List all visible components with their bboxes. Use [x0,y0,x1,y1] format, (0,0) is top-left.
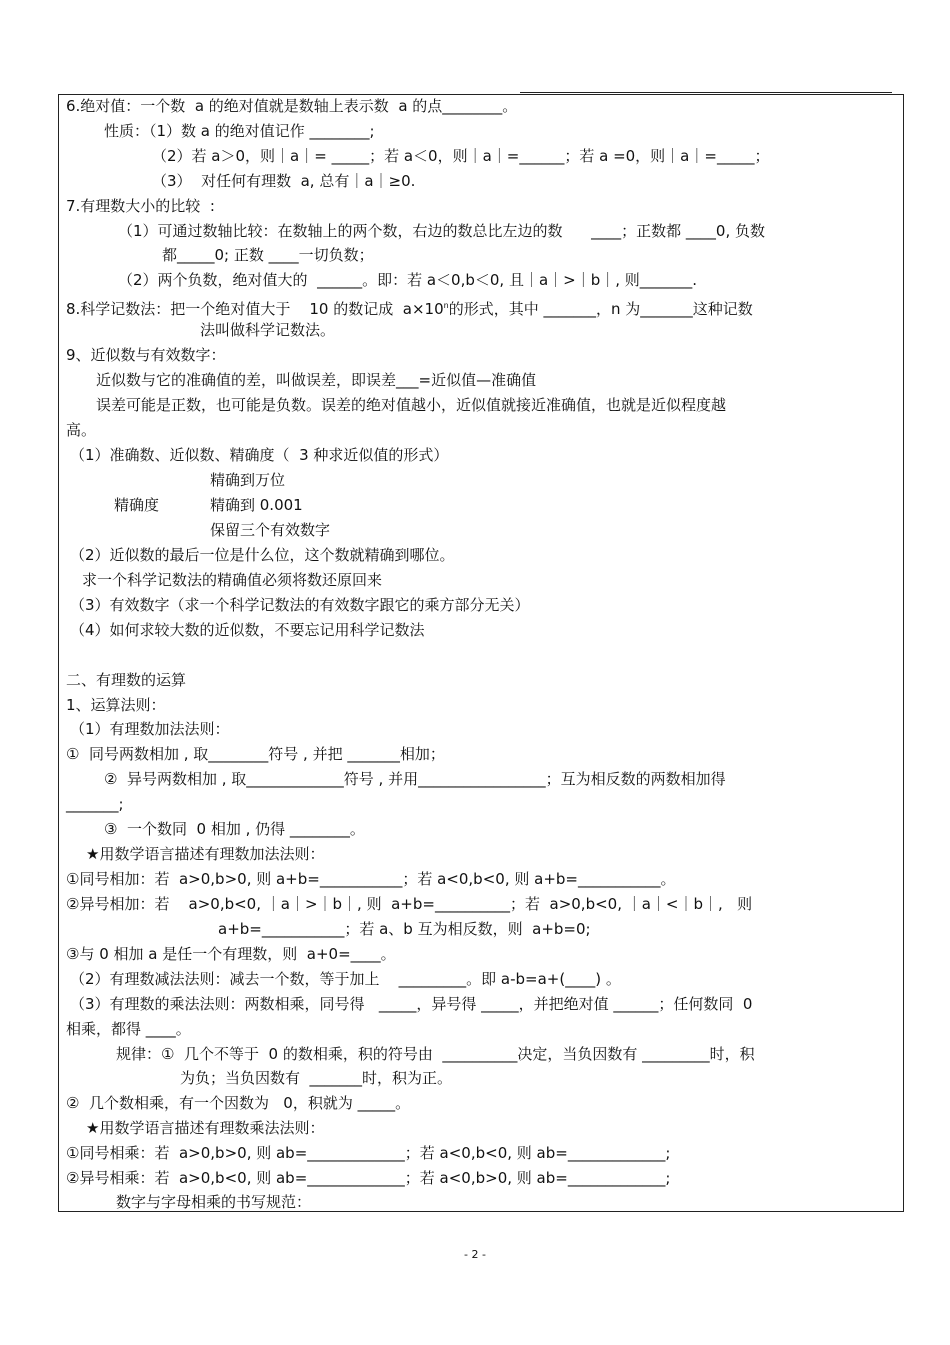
text-line: 为负；当负因数有 _______时，积为正。 [180,1069,453,1087]
text-line: _______; [66,795,124,813]
page-number: - 2 - [464,1248,486,1261]
text-line: （3） 对任何有理数 a, 总有｜a｜≥0. [152,172,416,190]
text-line: （2）两个负数，绝对值大的 ______。即：若 a＜0,b＜0, 且｜a｜>｜b｜, 则_______. [118,271,698,289]
text-line: （3）有理数的乘法法则：两数相乘，同号得 _____，异号得 _____，并把绝对值 ______；任何数同 0 [70,995,753,1013]
text-line: ② 异号两数相加 , 取_____________符号 , 并用_________________；互为相反数的两数相加得 [104,770,726,788]
text-line: ① 同号两数相加 , 取________符号 , 并把 _______相加； [66,745,445,763]
text-line: （2）有理数减法法则：减去一个数，等于加上 _________。即 a-b=a+(____) 。 [70,970,621,988]
text-line [66,296,753,319]
text-line: （2）若 a＞0，则｜a｜= _____；若 a＜0，则｜a｜=______；若 a =0，则｜a｜=_____； [152,147,770,165]
top-rule [520,92,892,93]
text-line: 7.有理数大小的比较 : [66,197,215,215]
text-line: 性质：（1）数 a 的绝对值记作 ________; [104,122,375,140]
sci-notation-text: 8.科学记数法：把一个绝对值大于 10 的数记成 a×10 [66,300,444,318]
text-line: 精确度 [114,496,160,514]
text-line: ③ 一个数同 0 相加 , 仍得 ________。 [104,820,365,838]
text-line: 求一个科学记数法的精确值必须将数还原回来 [82,571,383,589]
text-line: ②异号相乘：若 a>0,b<0, 则 ab=_____________；若 a<0,b>0, 则 ab=_____________; [66,1169,671,1187]
text-line: 6.绝对值：一个数 a 的绝对值就是数轴上表示数 a 的点________。 [66,97,518,115]
text-line: 法叫做科学记数法。 [200,321,336,339]
text-line: 近似数与它的准确值的差，叫做误差，即误差___=近似值—准确值 [96,371,537,389]
text-line: ★用数学语言描述有理数加法法则： [86,845,325,863]
text-line: ③与 0 相加 a 是任一个有理数，则 a+0=____。 [66,945,396,963]
text-line: ①同号相加：若 a>0,b>0, 则 a+b=___________；若 a<0,b<0, 则 a+b=___________。 [66,870,676,888]
text-line: （4）如何求较大数的近似数，不要忘记用科学记数法 [70,621,425,639]
exponent-n: n [443,301,449,310]
section-heading: 9、近似数与有效数字： [66,346,226,364]
text-line: （1）准确数、近似数、精确度（ 3 种求近似值的形式） [70,446,449,464]
text-line: 精确到万位 [210,471,286,489]
text-line: ★用数学语言描述有理数乘法法则： [86,1119,325,1137]
text-line: 都_____0; 正数 ____一切负数； [162,246,374,264]
text-line: 规律：① 几个不等于 0 的数相乘，积的符号由 __________决定，当负因数有 _________时，积 [116,1045,755,1063]
text-line: ②异号相加：若 a>0,b<0, ｜a｜>｜b｜, 则 a+b=__________；若 a>0,b<0, ｜a｜<｜b｜, 则 [66,895,753,913]
text-line: ①同号相乘：若 a>0,b>0, 则 ab=_____________；若 a<0,b<0, 则 ab=_____________; [66,1144,671,1162]
sci-notation-text-cont: 的形式，其中 _______，n 为_______这种记数 [448,300,753,318]
text-line: 数字与字母相乘的书写规范： [116,1193,312,1211]
text-line: ② 几个数相乘，有一个因数为 0，积就为 _____。 [66,1094,411,1112]
text-line: （1）有理数加法法则： [70,720,230,738]
text-line: 误差可能是正数，也可能是负数。误差的绝对值越小，近似值就接近准确值，也就是近似程度越 [96,396,727,414]
text-line: 保留三个有效数字 [210,521,331,539]
text-line: （3）有效数字（求一个科学记数法的有效数字跟它的乘方部分无关） [70,596,530,614]
section-heading: 二、有理数的运算 [66,671,187,689]
text-line: （1）可通过数轴比较：在数轴上的两个数，右边的数总比左边的数 ____；正数都 ____0, 负数 [118,222,766,240]
text-line: 高。 [66,421,97,439]
text-line: a+b=___________；若 a、b 互为相反数，则 a+b=0; [218,920,591,938]
text-line: 1、运算法则： [66,696,166,714]
text-line: 精确到 0.001 [210,496,303,514]
text-line: （2）近似数的最后一位是什么位，这个数就精确到哪位。 [70,546,455,564]
text-line: 相乘，都得 ____。 [66,1020,191,1038]
